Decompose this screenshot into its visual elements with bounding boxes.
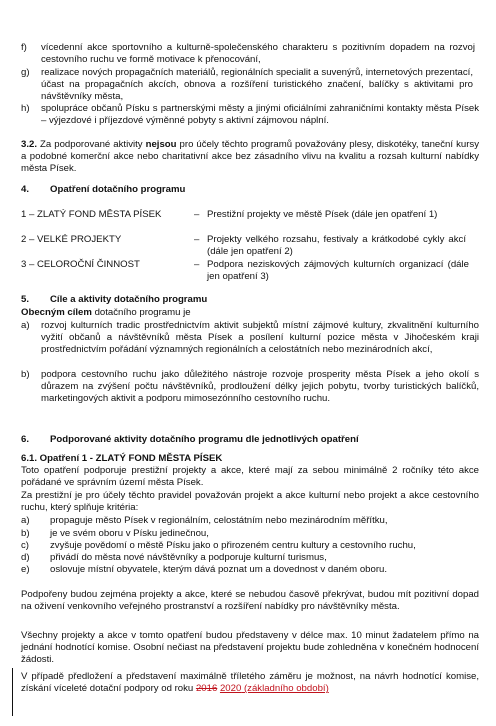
struck-year: 2016: [195, 683, 218, 695]
list-item: spolupráce občanů Písku s partnerskými městy a jinými oficiálními zahraničními kontakty města Písek – výjezdové i příjezdové výměnné pobyty s aktivní zájmovou náplní.: [41, 103, 479, 127]
measure-dash: –: [194, 259, 200, 270]
paragraph-multi-year: V případě předložení a představení maximálně tříletého záměru je možnost, na návrh hodnotící komise, získání víceleté dotační podpory od roku 2016 2020 (základního období): [21, 671, 479, 695]
measure-name: 1 – ZLATÝ FOND MĚSTA PÍSEK: [21, 209, 162, 220]
section-number: 4.: [21, 184, 30, 195]
list-marker: a): [21, 320, 30, 331]
paragraph: Podpořeny budou zejména projekty a akce, které se nebudou časově překrývat, budou mít pozitivní dopad na oživení venkovního veřejného prostranství a rozšíření nabídky pro návštěvníky města.: [21, 589, 479, 613]
criteria-item: přivádí do města nové návštěvníky a podporuje kulturní turismus,: [50, 552, 327, 563]
list-marker: c): [21, 540, 29, 551]
criteria-item: zvyšuje povědomí o městě Písku jako o přirozeném centru kultury a cestovního ruchu,: [50, 540, 416, 551]
criteria-item: je ve svém oboru v Písku jedinečnou,: [50, 528, 209, 539]
measure-dash: –: [194, 234, 200, 245]
list-marker: h): [21, 103, 30, 114]
section-number: 6.: [21, 434, 30, 445]
list-marker: f): [21, 42, 27, 53]
section-number: 5.: [21, 294, 30, 305]
goal-intro: Obecným cílem dotačního programu je: [21, 307, 191, 318]
list-marker: d): [21, 552, 30, 563]
section-heading: Podporované aktivity dotačního programu dle jednotlivých opatření: [50, 434, 359, 445]
list-marker: b): [21, 369, 30, 380]
paragraph: Toto opatření podporuje prestižní projekty a akce, které mají za sebou minimálně 2 ročníky této akce pořádané ve správním území města Písek.: [21, 465, 479, 489]
list-item: rozvoj kulturních tradic prostřednictvím aktivit subjektů místní zájmové kultury, zkvalitnění kulturního vyžití občanů a návštěvníků města Písek a posílení kulturní pozice města v Jihočeském kraji prostřednictvím pořádání významných regionálních a celostátních nebo mezinárodních akcí,: [41, 320, 479, 356]
paragraph: Všechny projekty a akce v tomto opatření budou představeny v délce max. 10 minut žadatelem přímo na jednání hodnotící komise. Osobní nečiast na představení projektu bude zohledněna v konečném hodnocení žádosti.: [21, 630, 479, 666]
list-item: podpora cestovního ruchu jako důležitého nástroje rozvoje prosperity města Písek a jeho okolí s důrazem na zvýšení počtu návštěvníků, prodloužení délky jejich pobytu, tvorby turistických balíčků, marketingových aktivit a podporu mimosezónního cestovního ruchu.: [41, 369, 479, 405]
measure-name: 2 – VELKÉ PROJEKTY: [21, 234, 122, 245]
measure-desc: Prestižní projekty ve městě Písek (dále jen opatření 1): [207, 209, 438, 220]
list-marker: g): [21, 67, 30, 78]
paragraph-3-2: 3.2. Za podporované aktivity nejsou pro účely těchto programů považovány plesy, diskotéky, taneční kursy a podobné komerční akce nebo charitativní akce bez zásadního vlivu na kvalitu a rozsah kulturní nabídky města Písek.: [21, 139, 479, 175]
criteria-item: oslovuje místní obyvatele, kterým dává poznat um a dovednost v daném oboru.: [50, 564, 388, 575]
subsection-heading: 6.1. Opatření 1 - ZLATÝ FOND MĚSTA PÍSEK: [21, 453, 223, 464]
list-marker: e): [21, 564, 30, 575]
list-item: realizace nových propagačních materiálů, regionálních specialit a suvenýrů, internetových prezentací, účast na propagačních akcích, obnova a rozšíření turistického značení, balíčky s aktivitami pro návštěvníky města,: [41, 67, 473, 103]
section-heading: Cíle a aktivity dotačního programu: [50, 294, 208, 305]
criteria-item: propaguje město Písek v regionálním, celostátním nebo mezinárodním měřítku,: [50, 515, 388, 526]
measure-desc: Podpora neziskových zájmových kulturních organizací (dále jen opatření 3): [207, 259, 469, 283]
list-marker: b): [21, 528, 30, 539]
list-marker: a): [21, 515, 30, 526]
measure-dash: –: [194, 209, 200, 220]
paragraph: Za prestižní je pro účely těchto pravidel považován projekt a akce kulturní nebo projekt a akce cestovního ruchu, který splňuje kritéria:: [21, 490, 479, 514]
list-item: vícedenní akce sportovního a kulturně-společenského charakteru s pozitivním dopadem na rozvoj cestovního ruchu ve formě motivace k přenocování,: [41, 42, 475, 66]
new-year: 2020: [219, 683, 242, 695]
section-heading: Opatření dotačního programu: [50, 184, 186, 195]
measure-name: 3 – CELOROČNÍ ČINNOST: [21, 259, 140, 270]
measure-desc: Projekty velkého rozsahu, festivaly a krátkodobé cykly akcí (dále jen opatření 2): [207, 234, 466, 258]
revision-bar: [12, 668, 13, 716]
